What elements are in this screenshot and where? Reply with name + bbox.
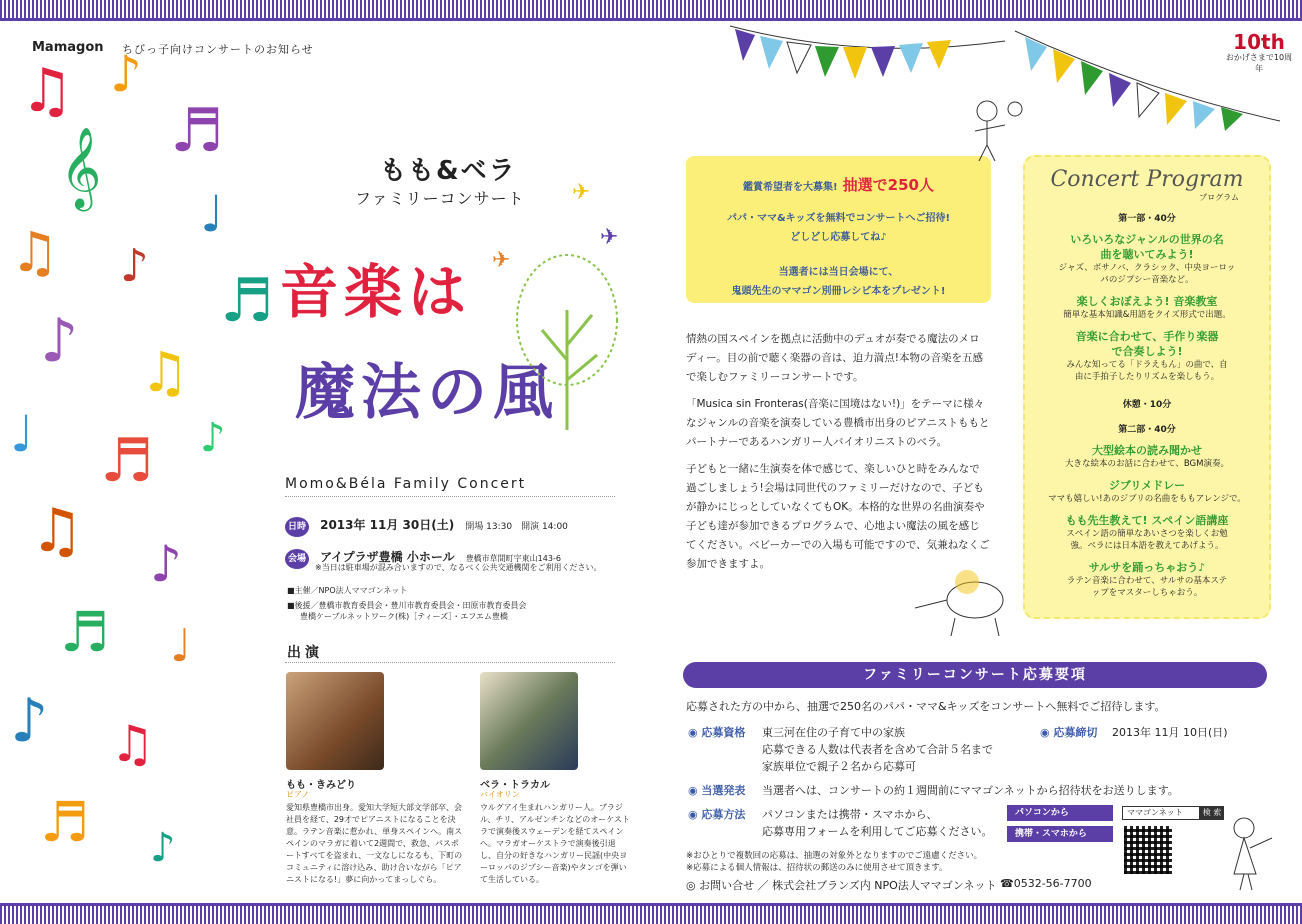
apply-lead: 応募された方の中から、抽選で250名のパパ・ママ&キッズをコンサートへ無料でご招待します。 [686, 700, 1166, 713]
program-item [1025, 478, 1269, 505]
program-item-title: いろいろなジャンルの世界の名曲を聴いてみよう! [1070, 233, 1224, 261]
bottom-decorative-stripe [0, 906, 1302, 924]
deadline-label: ◉ 応募締切 [1040, 726, 1098, 739]
tree-illustration [512, 250, 622, 435]
note-icon: ♬ [220, 266, 274, 336]
program-item-title: ジブリメドレー [1108, 479, 1186, 492]
note-icon: ♩ [10, 405, 34, 463]
program-item-desc: 簡単な基本知識&用語をクイズ形式で出題。 [1063, 310, 1231, 320]
note-icon: ♪ [200, 415, 226, 461]
bird-icon: ✈ [492, 248, 511, 273]
program-item [1025, 443, 1269, 470]
sponsor-line2: 豊橋ケーブルネットワーク(株)［ティーズ］・エフエム豊橋 [300, 612, 508, 621]
method-label: ◉ 応募方法 [688, 808, 746, 821]
note-icon: ♫ [110, 715, 155, 773]
method-1: パソコンまたは携帯・スマホから、 [762, 808, 938, 821]
header-tagline: ちびっ子向けコンサートのお知らせ [122, 43, 314, 56]
event-date: 2013年 11月 30日(土) [320, 518, 455, 532]
program-item-title: 楽しくおぼえよう! 音楽教室 [1076, 295, 1218, 308]
performers-title: 出演 [287, 645, 323, 661]
program-item [1025, 294, 1269, 321]
eligibility-2: 応募できる人数は代表者を含めて合計５名まで [762, 743, 993, 756]
note-icon: ♪ [40, 306, 79, 376]
organizer: ■主催／NPO法人ママゴンネット [287, 586, 408, 595]
eligibility-1: 東三河在住の子育て中の家族 [762, 726, 905, 739]
method-2: 応募専用フォームを利用してご応募ください。 [762, 825, 993, 838]
deadline: 2013年 11月 10日(日) [1112, 726, 1228, 739]
promo-line2: パパ・ママ&キッズを無料でコンサートへご招待! [726, 213, 951, 224]
program-item [1025, 560, 1269, 599]
program-item-desc: ママも嬉しい!あのジブリの名曲をももアレンジで。 [1048, 494, 1246, 504]
program-item-desc: 大きな絵本のお話に合わせて、BGM演奏。 [1065, 459, 1229, 469]
search-button[interactable]: 検 索 [1200, 806, 1224, 820]
program-item-desc: ラテン音楽に合わせて、サルサの基本ステップをマスターしちゃおう。 [1066, 576, 1228, 598]
apply-note-1: ※おひとりで複数回の応募は、抽選の対象外となりますのでご遠慮ください。 [686, 851, 983, 861]
hero-subtitle-event: ファミリーコンサート [355, 189, 525, 208]
contact-info: ◎ お問い合せ ／ 株式会社ブランズ内 NPO法人ママゴンネット [686, 879, 997, 892]
qr-code[interactable] [1124, 826, 1172, 874]
event-venue: アイプラザ豊橋 小ホール [320, 550, 455, 564]
anniversary-number: 10th [1233, 30, 1285, 54]
program-item [1025, 232, 1269, 286]
program-item-title: もも先生教えて! スペイン語講座 [1065, 514, 1229, 527]
announce-label: ◉ 当選発表 [688, 784, 746, 797]
performer-role: バイオリン [480, 790, 520, 799]
venue-address: 豊橋市草間町字東山143-6 [465, 554, 561, 563]
sponsor-line1: ■後援／豊橋市教育委員会・豊川市教育委員会・田原市教育委員会 [287, 601, 527, 610]
character-illustration [965, 95, 1025, 165]
eligibility-3: 家族単位で親子２名から応募可 [762, 760, 916, 773]
note-icon: ♪ [10, 686, 49, 756]
note-icon: ♬ [170, 96, 224, 166]
program-item [1025, 513, 1269, 552]
performer-name: ベラ・トラカル [480, 780, 550, 791]
divider [285, 662, 615, 663]
program-heading-sub: プログラム [1199, 193, 1239, 202]
promo-box [686, 156, 991, 303]
girl-illustration [1222, 812, 1282, 892]
program-part1: 第一部・40分 [1118, 214, 1176, 224]
program-item-title: 大型絵本の読み聞かせ [1092, 444, 1202, 457]
apply-section-title: ファミリーコンサート応募要項 [683, 662, 1267, 688]
note-icon: ♫ [20, 56, 74, 126]
performer-photo-bela [480, 672, 578, 770]
note-icon: ♩ [200, 185, 224, 243]
promo-line3: どしどし応募してね♪ [790, 232, 887, 243]
note-icon: ♫ [30, 496, 84, 566]
announce: 当選者へは、コンサートの約１週間前にママゴンネットから招待状をお送りします。 [762, 784, 1179, 797]
anniversary-text: おかげさまで10周年 [1225, 53, 1293, 73]
note-icon: ♫ [140, 340, 190, 404]
venue-tag: 会場 [285, 549, 309, 569]
program-item-desc: スペイン語の簡単なあいさつを楽しくお勉強。ベラには日本語を教えてあげよう。 [1066, 529, 1228, 551]
top-decorative-stripe [0, 0, 1302, 18]
venue-note: ※当日は駐車場が混み合いますので、なるべく公共交通機関をご利用ください。 [315, 563, 602, 572]
note-icon: ♫ [10, 220, 60, 284]
concert-program-box [1023, 155, 1271, 619]
hero-title-line1: 音楽は [280, 258, 473, 326]
brand-logo: Mamagon [32, 40, 104, 55]
event-date-row [285, 514, 625, 537]
program-item-desc: ジャズ、ボサノバ、クラシック、中央ヨーロッパのジプシー音楽など。 [1058, 263, 1236, 285]
note-icon: ♬ [40, 790, 90, 854]
note-icon: 𝄞 [60, 126, 102, 208]
program-heading: Concert Program [1050, 167, 1244, 192]
eligibility-label: ◉ 応募資格 [688, 726, 746, 739]
program-item [1025, 329, 1269, 383]
body-text [686, 330, 990, 582]
contact-phone: ☎0532-56-7700 [1000, 877, 1092, 890]
body-paragraph: 「Musica sin Fronteras(音楽に国境はない!)」をテーマに様々なジャンルの音楽を演奏している豊橋市出身のピアニストももとパートナーであるハンガリー人バイオリニストのベラ。 [686, 398, 990, 448]
body-paragraph: 子どもと一緒に生演奏を体で感じて、楽しいひと時をみんなで過ごしましょう!会場は同世代のファミリーだけなので、子どもが静かにじっとしていなくてもOK。本格的な世界の名曲演奏や子ども達が参加できるプログラムで、心地よい魔法の風を感じてください。ベビーカーでの入場も可能ですので、気兼ねなくご参加できますよ。 [686, 463, 990, 570]
english-title: Momo&Béla Family Concert [285, 476, 527, 492]
program-item-title: 音楽に合わせて、手作り楽器で合奏しよう! [1075, 330, 1219, 358]
note-icon: ♪ [110, 45, 142, 103]
promo-line4: 当選者には当日会場にて、 [778, 267, 899, 278]
program-item-title: サルサを踊っちゃおう♪ [1088, 561, 1206, 574]
promo-line5: 鬼頭先生のママゴン別冊レシピ本をプレゼント! [731, 286, 946, 297]
date-tag: 日時 [285, 517, 309, 537]
performer-desc: 愛知県豊橋市出身。愛知大学短大部文学部卒、会社員を経て、29才でピアニストになることを決意。ラテン音楽に惹かれ、単身スペインへ。南スペインのマラガに着いて2週間で、救急、パスポートすべてを盗まれ、一文なしになるも、下町のコミュニティに溶け込み、助け合いながら「ピアニストになる!」夢に向かってまっしぐら。 [286, 803, 463, 884]
apply-note-2: ※応募による個人情報は、招待状の郵送のみに使用させて頂きます。 [686, 863, 948, 873]
performer-name: もも・きみどり [286, 780, 356, 791]
mobile-access-label: 携帯・スマホから [1007, 826, 1113, 842]
note-icon: ♬ [60, 600, 110, 664]
program-part2: 第二部・40分 [1118, 425, 1176, 435]
bird-icon: ✈ [600, 225, 619, 250]
program-item-desc: みんな知ってる「ドラえもん」の曲で、自由に手拍子したりリズムを楽しもう。 [1066, 360, 1228, 382]
pc-access-label: パソコンから [1007, 805, 1113, 821]
note-icon: ♬ [100, 426, 154, 496]
program-break: 休憩・10分 [1122, 400, 1172, 410]
performer-role: ピアノ [286, 790, 310, 799]
note-icon: ♪ [150, 535, 182, 593]
music-notes-decoration [0, 21, 300, 901]
hero-title-line2: 魔法の風 [295, 358, 559, 428]
note-icon: ♩ [170, 619, 192, 672]
divider [285, 496, 615, 497]
note-icon: ♪ [120, 239, 149, 292]
animal-band-illustration [905, 560, 1015, 640]
performer-desc: ウルグアイ生まれハンガリー人。ブラジル、チリ、アルゼンチンなどのオーケストラで演奏後スウェーデンを経てスペインへ。マラガオーケストラで演奏後引退し、自分の好きなハンガリー民謡(中央ヨーロッパのジプシー音楽)やタンゴを弾いて生活している。 [480, 803, 630, 884]
hero-subtitle-names: もも&ベラ [380, 156, 517, 186]
promo-line1: 鑑賞希望者を大募集! [743, 182, 838, 193]
performer-photo-momo [286, 672, 384, 770]
promo-line1-row [686, 174, 991, 195]
promo-highlight: 抽選で250人 [842, 176, 934, 194]
note-icon: ♪ [150, 825, 176, 871]
body-paragraph: 情熱の国スペインを拠点に活動中のデュオが奏でる魔法のメロディー。目の前で聴く楽器の音は、迫力満点!本物の音楽を五感で楽しむファミリーコンサートです。 [686, 333, 983, 383]
bird-icon: ✈ [572, 180, 591, 205]
search-input[interactable]: ママゴンネット [1122, 806, 1200, 820]
event-times: 開場 13:30 開演 14:00 [465, 522, 568, 532]
